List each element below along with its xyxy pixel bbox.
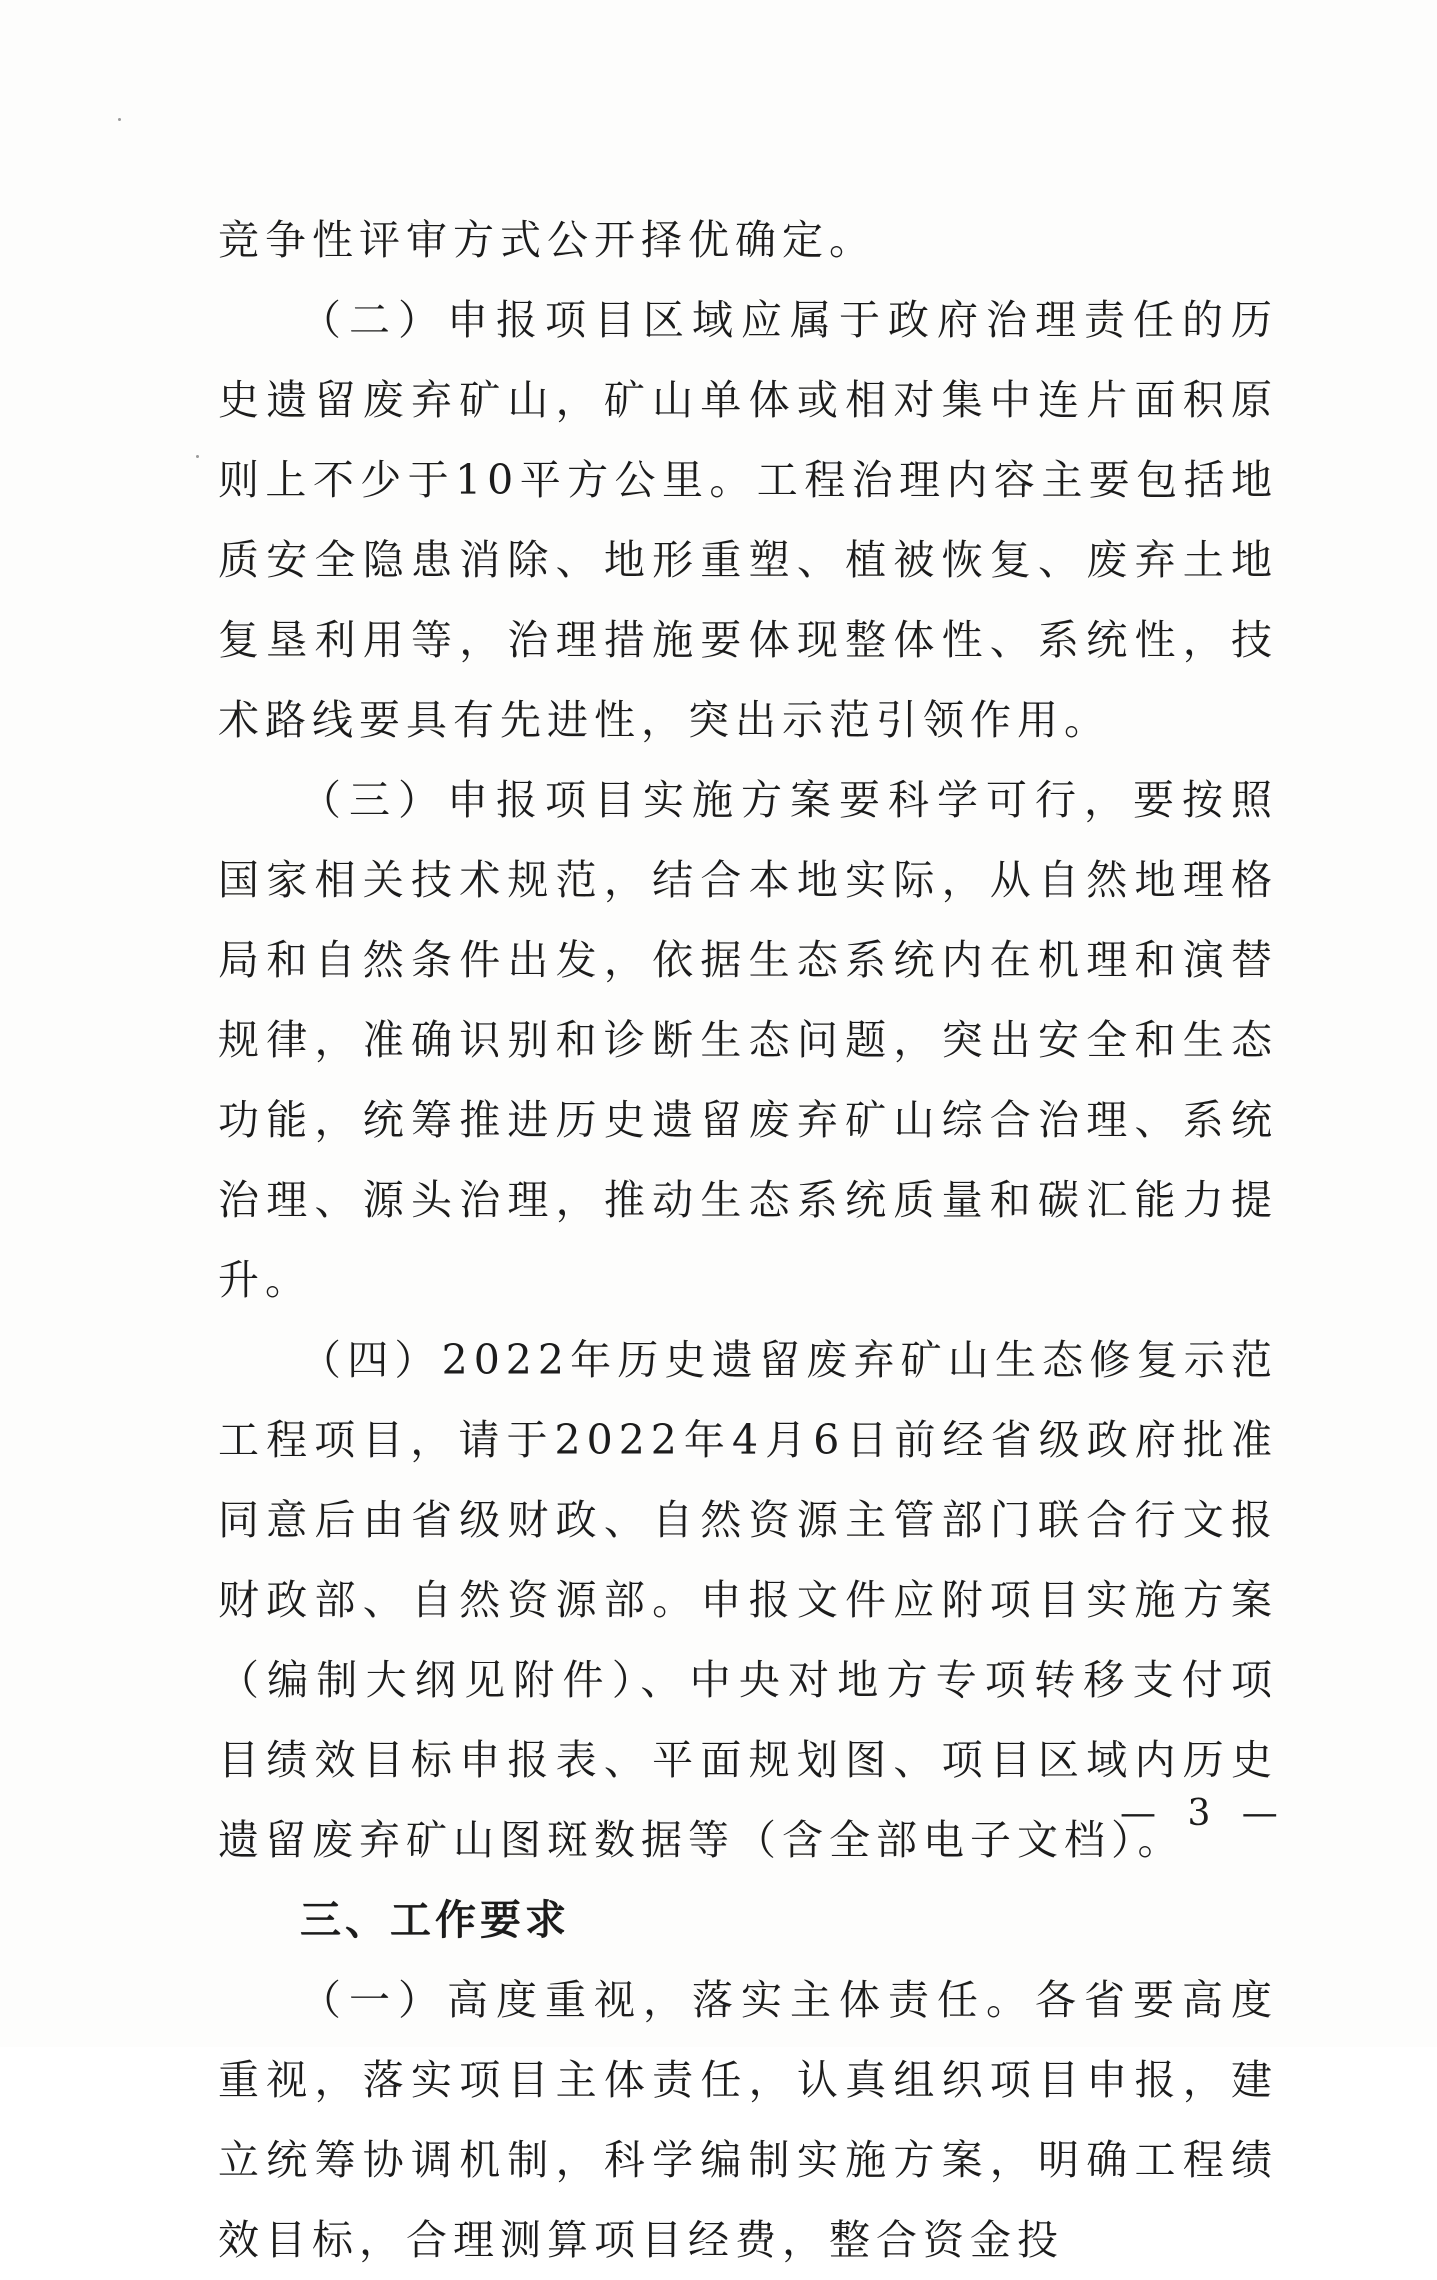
paragraph-continuation: 竞争性评审方式公开择优确定。 [218, 216, 876, 264]
section-heading: 三、工作要求 [300, 1896, 570, 1944]
document-body [218, 200, 1278, 2280]
paragraph-requirement-1: （一）高度重视，落实主体责任。各省要高度重视，落实项目主体责任，认真组织项目申报，建立统筹协调机制，科学编制实施方案，明确工程绩效目标，合理测算项目经费，整合资金投 [218, 1976, 1278, 2264]
scan-speck [118, 118, 121, 121]
paragraph-item-4: （四）2022年历史遗留废弃矿山生态修复示范工程项目，请于2022年4月6日前经省级政府批准同意后由省级财政、自然资源主管部门联合行文报财政部、自然资源部。申报文件应附项目实施方案（编制大纲见附件）、中央对地方专项转移支付项目绩效目标申报表、平面规划图、项目区域内历史遗留废弃矿山图斑数据等（含全部电子文档）。 [218, 1336, 1278, 1864]
paragraph-item-3: （三）申报项目实施方案要科学可行，要按照国家相关技术规范，结合本地实际，从自然地理格局和自然条件出发，依据生态系统内在机理和演替规律，准确识别和诊断生态问题，突出安全和生态功能，统筹推进历史遗留废弃矿山综合治理、系统治理、源头治理，推动生态系统质量和碳汇能力提升。 [218, 776, 1278, 1304]
paragraph-item-2: （二）申报项目区域应属于政府治理责任的历史遗留废弃矿山，矿山单体或相对集中连片面积原则上不少于10平方公里。工程治理内容主要包括地质安全隐患消除、地形重塑、植被恢复、废弃土地复垦利用等，治理措施要体现整体性、系统性，技术路线要具有先进性，突出示范引领作用。 [218, 296, 1278, 744]
scan-speck [196, 455, 199, 458]
page-number: — 3 — [1120, 1793, 1288, 1834]
